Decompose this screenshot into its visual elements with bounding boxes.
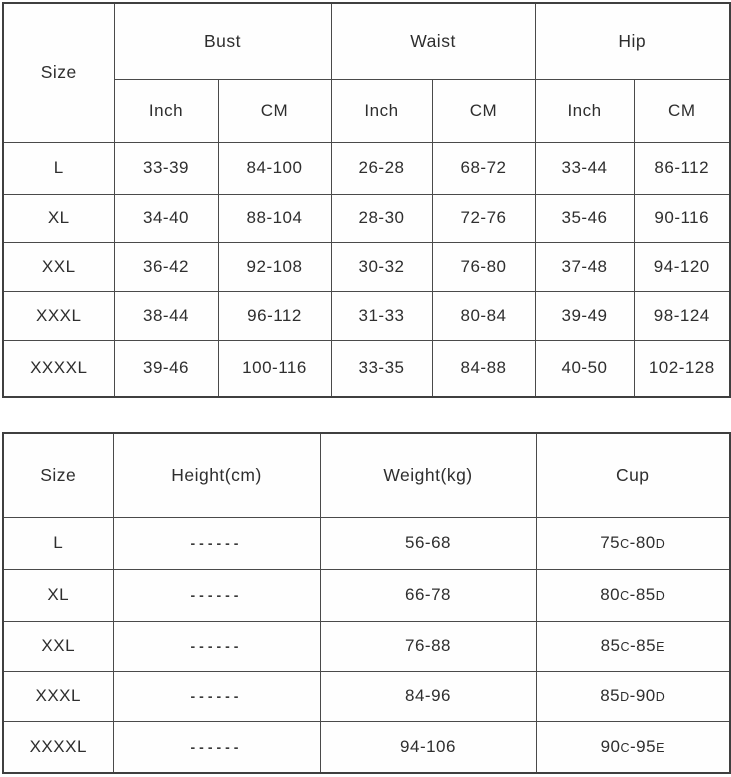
bust-cm-cell: 88-104: [218, 194, 331, 242]
bust-cm-cell: 92-108: [218, 242, 331, 291]
size-cell: XL: [3, 569, 113, 621]
hip-header-cell: Hip: [535, 3, 730, 79]
table-row: [3, 142, 730, 194]
table-row: [3, 242, 730, 291]
bust-cm-cell: 100-116: [218, 340, 331, 397]
hip-cm-cell: 102-128: [634, 340, 730, 397]
cup-cell: 90C-95E: [536, 721, 730, 773]
size-cell: XXXL: [3, 671, 113, 721]
weight-cell: 84-96: [320, 671, 536, 721]
bust-header-cell: Bust: [114, 3, 331, 79]
size-measurement-table: [2, 2, 731, 398]
cup-cell: 75C-80D: [536, 517, 730, 569]
hip-inch-cell: 37-48: [535, 242, 634, 291]
size-cell: XXXXL: [3, 340, 114, 397]
table-row: [3, 671, 730, 721]
waist-cm-cell: 84-88: [432, 340, 535, 397]
size-cell: XXXL: [3, 291, 114, 340]
size-cell: L: [3, 142, 114, 194]
table-row: [3, 721, 730, 773]
hip-cm-cell: 90-116: [634, 194, 730, 242]
cup-cell: 85C-85E: [536, 621, 730, 671]
table-row: [3, 569, 730, 621]
table-header-row: [3, 3, 730, 79]
weight-header-cell: Weight(kg): [320, 433, 536, 517]
table-header-row: [3, 433, 730, 517]
inch-subheader-cell: Inch: [114, 79, 218, 142]
size-cell: XL: [3, 194, 114, 242]
waist-cm-cell: 80-84: [432, 291, 535, 340]
inch-subheader-cell: Inch: [331, 79, 432, 142]
bust-inch-cell: 36-42: [114, 242, 218, 291]
weight-cell: 94-106: [320, 721, 536, 773]
cup-cell: 85D-90D: [536, 671, 730, 721]
size-cell: XXXXL: [3, 721, 113, 773]
bust-inch-cell: 33-39: [114, 142, 218, 194]
fit-spec-table: [2, 432, 731, 774]
bust-cm-cell: 84-100: [218, 142, 331, 194]
size-header-cell: Size: [3, 3, 114, 142]
waist-cm-cell: 68-72: [432, 142, 535, 194]
height-cell: ------: [113, 721, 320, 773]
waist-inch-cell: 30-32: [331, 242, 432, 291]
size-header-cell: Size: [3, 433, 113, 517]
size-cell: XXL: [3, 621, 113, 671]
table-row: [3, 621, 730, 671]
cup-cell: 80C-85D: [536, 569, 730, 621]
waist-inch-cell: 33-35: [331, 340, 432, 397]
table-row: [3, 517, 730, 569]
table-row: [3, 291, 730, 340]
height-cell: ------: [113, 569, 320, 621]
hip-cm-cell: 94-120: [634, 242, 730, 291]
inch-subheader-cell: Inch: [535, 79, 634, 142]
hip-inch-cell: 35-46: [535, 194, 634, 242]
cm-subheader-cell: CM: [432, 79, 535, 142]
bust-inch-cell: 38-44: [114, 291, 218, 340]
weight-cell: 66-78: [320, 569, 536, 621]
height-cell: ------: [113, 671, 320, 721]
hip-inch-cell: 39-49: [535, 291, 634, 340]
hip-cm-cell: 86-112: [634, 142, 730, 194]
cm-subheader-cell: CM: [634, 79, 730, 142]
hip-cm-cell: 98-124: [634, 291, 730, 340]
height-cell: ------: [113, 621, 320, 671]
height-header-cell: Height(cm): [113, 433, 320, 517]
waist-cm-cell: 76-80: [432, 242, 535, 291]
waist-inch-cell: 26-28: [331, 142, 432, 194]
bust-inch-cell: 34-40: [114, 194, 218, 242]
height-cell: ------: [113, 517, 320, 569]
waist-cm-cell: 72-76: [432, 194, 535, 242]
waist-header-cell: Waist: [331, 3, 535, 79]
weight-cell: 56-68: [320, 517, 536, 569]
cup-header-cell: Cup: [536, 433, 730, 517]
cm-subheader-cell: CM: [218, 79, 331, 142]
bust-cm-cell: 96-112: [218, 291, 331, 340]
waist-inch-cell: 28-30: [331, 194, 432, 242]
bust-inch-cell: 39-46: [114, 340, 218, 397]
hip-inch-cell: 40-50: [535, 340, 634, 397]
table-row: [3, 194, 730, 242]
size-cell: XXL: [3, 242, 114, 291]
size-cell: L: [3, 517, 113, 569]
weight-cell: 76-88: [320, 621, 536, 671]
table-row: [3, 340, 730, 397]
hip-inch-cell: 33-44: [535, 142, 634, 194]
waist-inch-cell: 31-33: [331, 291, 432, 340]
